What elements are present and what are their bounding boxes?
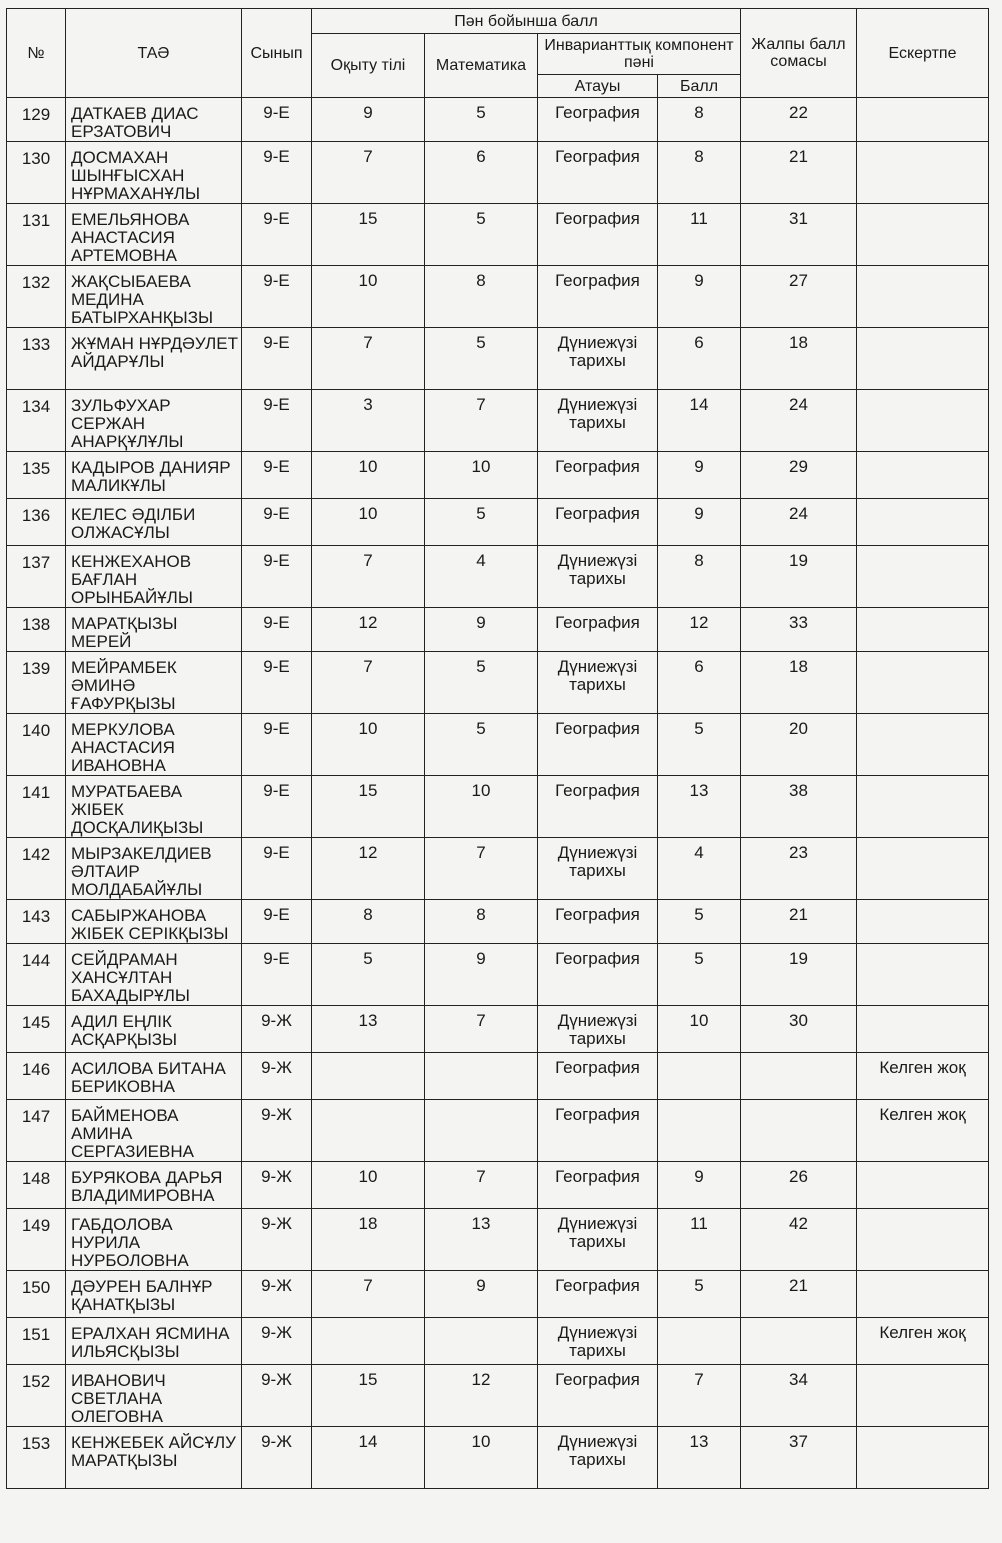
row-subject-score: 5 [658,944,741,1006]
row-class: 9-Ж [242,1365,312,1427]
row-class: 9-Е [242,142,312,204]
row-subject: География [538,499,658,546]
table-row [7,328,989,390]
row-note [857,1427,989,1489]
row-class: 9-Е [242,98,312,142]
row-math-score: 10 [425,776,538,838]
row-subject-score: 6 [658,328,741,390]
row-subject-score: 12 [658,608,741,652]
row-num: 134 [7,390,66,452]
row-subject: Дүниежүзі тарихы [538,1318,658,1365]
header-invariant: Инварианттық компонент пәні [538,34,741,75]
header-total: Жалпы балл сомасы [741,9,857,98]
row-subject: Дүниежүзі тарихы [538,328,658,390]
header-subject-score: Балл [658,75,741,98]
table-row [7,652,989,714]
row-total: 24 [741,499,857,546]
row-class: 9-Е [242,944,312,1006]
row-math-score: 7 [425,390,538,452]
row-total: 27 [741,266,857,328]
row-class: 9-Ж [242,1162,312,1209]
row-class: 9-Ж [242,1318,312,1365]
row-name: САБЫРЖАНОВА ЖІБЕК СЕРІКҚЫЗЫ [66,900,242,944]
row-name: ИВАНОВИЧ СВЕТЛАНА ОЛЕГОВНА [66,1365,242,1427]
row-lang-score: 9 [312,98,425,142]
table-row [7,266,989,328]
row-note [857,608,989,652]
row-class: 9-Е [242,652,312,714]
header-note: Ескертпе [857,9,989,98]
row-name: ДОСМАХАН ШЫНҒЫСХАН НҰРМАХАНҰЛЫ [66,142,242,204]
table-row [7,390,989,452]
row-subject: География [538,608,658,652]
row-subject-score: 6 [658,652,741,714]
row-math-score: 8 [425,900,538,944]
row-lang-score: 7 [312,546,425,608]
row-math-score: 10 [425,1427,538,1489]
row-subject: Дүниежүзі тарихы [538,1006,658,1053]
row-note: Келген жоқ [857,1053,989,1100]
row-note [857,98,989,142]
table-row [7,714,989,776]
row-name: МЫРЗАКЕЛДИЕВ ӘЛТАИР МОЛДАБАЙҰЛЫ [66,838,242,900]
row-note [857,142,989,204]
row-subject-score: 9 [658,499,741,546]
table-row [7,546,989,608]
row-note [857,900,989,944]
table-row [7,944,989,1006]
row-total [741,1318,857,1365]
row-num: 144 [7,944,66,1006]
row-name: МЕРКУЛОВА АНАСТАСИЯ ИВАНОВНА [66,714,242,776]
row-name: БАЙМЕНОВА АМИНА СЕРГАЗИЕВНА [66,1100,242,1162]
row-num: 146 [7,1053,66,1100]
row-name: КАДЫРОВ ДАНИЯР МАЛИКҰЛЫ [66,452,242,499]
table-row [7,776,989,838]
row-note [857,1271,989,1318]
row-note [857,776,989,838]
row-name: ЕМЕЛЬЯНОВА АНАСТАСИЯ АРТЕМОВНА [66,204,242,266]
row-math-score: 9 [425,944,538,1006]
row-class: 9-Е [242,452,312,499]
row-note [857,944,989,1006]
row-note: Келген жоқ [857,1100,989,1162]
row-subject: География [538,1162,658,1209]
row-math-score: 5 [425,328,538,390]
row-name: МЕЙРАМБЕК ӘМИНӘ ҒАФУРҚЫЗЫ [66,652,242,714]
row-name: ДАТКАЕВ ДИАС ЕРЗАТОВИЧ [66,98,242,142]
row-total: 19 [741,944,857,1006]
row-lang-score: 10 [312,266,425,328]
row-math-score [425,1100,538,1162]
row-lang-score: 15 [312,776,425,838]
row-total: 31 [741,204,857,266]
table-row [7,900,989,944]
row-subject: География [538,98,658,142]
row-total: 21 [741,142,857,204]
row-name: КЕНЖЕБЕК АЙСҰЛУ МАРАТҚЫЗЫ [66,1427,242,1489]
row-subject-score: 11 [658,204,741,266]
row-lang-score: 3 [312,390,425,452]
row-num: 132 [7,266,66,328]
header-lang: Оқыту тілі [312,34,425,98]
row-subject: География [538,266,658,328]
row-subject-score [658,1100,741,1162]
row-total: 19 [741,546,857,608]
row-num: 131 [7,204,66,266]
row-class: 9-Е [242,838,312,900]
table-row [7,1318,989,1365]
row-math-score: 4 [425,546,538,608]
row-name: АДИЛ ЕҢЛІК АСҚАРҚЫЗЫ [66,1006,242,1053]
row-class: 9-Е [242,776,312,838]
table-row [7,1209,989,1271]
row-subject-score: 8 [658,98,741,142]
row-class: 9-Е [242,204,312,266]
row-lang-score: 18 [312,1209,425,1271]
row-total [741,1053,857,1100]
row-total: 21 [741,900,857,944]
table-row [7,1006,989,1053]
row-math-score: 7 [425,1006,538,1053]
row-subject: География [538,1053,658,1100]
row-lang-score [312,1100,425,1162]
row-subject-score: 8 [658,142,741,204]
row-num: 150 [7,1271,66,1318]
row-math-score: 10 [425,452,538,499]
row-num: 139 [7,652,66,714]
row-note [857,1162,989,1209]
row-note [857,499,989,546]
row-lang-score: 5 [312,944,425,1006]
row-lang-score: 7 [312,328,425,390]
row-subject: География [538,776,658,838]
row-num: 133 [7,328,66,390]
row-subject-score: 9 [658,266,741,328]
row-num: 148 [7,1162,66,1209]
row-note [857,1365,989,1427]
row-subject-score: 5 [658,1271,741,1318]
row-num: 137 [7,546,66,608]
row-note: Келген жоқ [857,1318,989,1365]
row-class: 9-Ж [242,1209,312,1271]
row-total: 29 [741,452,857,499]
row-math-score [425,1318,538,1365]
table-row [7,1053,989,1100]
row-lang-score [312,1318,425,1365]
table-row [7,1271,989,1318]
row-num: 149 [7,1209,66,1271]
row-subject: Дүниежүзі тарихы [538,652,658,714]
row-total: 23 [741,838,857,900]
header-subject-group: Пән бойынша балл [312,9,741,34]
row-num: 138 [7,608,66,652]
row-note [857,1006,989,1053]
row-total: 18 [741,328,857,390]
row-lang-score [312,1053,425,1100]
table-row [7,452,989,499]
row-total: 20 [741,714,857,776]
row-lang-score: 7 [312,652,425,714]
row-math-score: 5 [425,652,538,714]
row-class: 9-Е [242,328,312,390]
row-name: БУРЯКОВА ДАРЬЯ ВЛАДИМИРОВНА [66,1162,242,1209]
row-lang-score: 15 [312,204,425,266]
row-name: ДӘУРЕН БАЛНҰР ҚАНАТҚЫЗЫ [66,1271,242,1318]
row-math-score: 12 [425,1365,538,1427]
row-num: 140 [7,714,66,776]
row-subject-score [658,1053,741,1100]
row-name: ЕРАЛХАН ЯСМИНА ИЛЬЯСҚЫЗЫ [66,1318,242,1365]
header-subject-name: Атауы [538,75,658,98]
row-subject-score: 14 [658,390,741,452]
row-name: ЖАҚСЫБАЕВА МЕДИНА БАТЫРХАНҚЫЗЫ [66,266,242,328]
row-class: 9-Ж [242,1427,312,1489]
row-subject-score: 8 [658,546,741,608]
row-subject-score: 10 [658,1006,741,1053]
row-subject: География [538,944,658,1006]
row-subject: География [538,452,658,499]
row-lang-score: 13 [312,1006,425,1053]
row-num: 151 [7,1318,66,1365]
row-num: 141 [7,776,66,838]
row-class: 9-Ж [242,1006,312,1053]
row-subject-score: 13 [658,776,741,838]
row-lang-score: 12 [312,838,425,900]
row-num: 135 [7,452,66,499]
row-subject: География [538,900,658,944]
row-math-score: 5 [425,499,538,546]
row-name: АСИЛОВА БИТАНА БЕРИКОВНА [66,1053,242,1100]
row-note [857,390,989,452]
row-name: МАРАТҚЫЗЫ МЕРЕЙ [66,608,242,652]
row-subject: Дүниежүзі тарихы [538,838,658,900]
row-math-score: 6 [425,142,538,204]
row-math-score: 7 [425,1162,538,1209]
row-math-score: 9 [425,1271,538,1318]
row-lang-score: 7 [312,142,425,204]
table-row [7,838,989,900]
row-name: КЕНЖЕХАНОВ БАҒЛАН ОРЫНБАЙҰЛЫ [66,546,242,608]
row-lang-score: 10 [312,714,425,776]
row-note [857,328,989,390]
row-class: 9-Ж [242,1100,312,1162]
row-class: 9-Е [242,390,312,452]
row-class: 9-Е [242,900,312,944]
row-subject-score: 13 [658,1427,741,1489]
row-math-score: 5 [425,714,538,776]
row-subject-score: 9 [658,1162,741,1209]
row-subject: Дүниежүзі тарихы [538,1427,658,1489]
row-class: 9-Ж [242,1053,312,1100]
table-row [7,1100,989,1162]
row-total: 21 [741,1271,857,1318]
row-num: 145 [7,1006,66,1053]
results-table [6,8,989,1489]
row-num: 130 [7,142,66,204]
row-class: 9-Е [242,499,312,546]
table-row [7,1365,989,1427]
row-note [857,1209,989,1271]
row-class: 9-Е [242,608,312,652]
row-subject-score [658,1318,741,1365]
row-lang-score: 14 [312,1427,425,1489]
row-subject-score: 11 [658,1209,741,1271]
row-note [857,838,989,900]
row-subject: Дүниежүзі тарихы [538,390,658,452]
row-subject: География [538,142,658,204]
table-row [7,142,989,204]
row-note [857,266,989,328]
row-total: 18 [741,652,857,714]
row-math-score: 9 [425,608,538,652]
row-name: ЗУЛЬФУХАР СЕРЖАН АНАРҚҰЛҰЛЫ [66,390,242,452]
row-note [857,452,989,499]
row-subject: Дүниежүзі тарихы [538,1209,658,1271]
row-lang-score: 8 [312,900,425,944]
row-total: 37 [741,1427,857,1489]
row-num: 153 [7,1427,66,1489]
row-class: 9-Е [242,266,312,328]
row-lang-score: 10 [312,499,425,546]
row-note [857,714,989,776]
table-row [7,98,989,142]
row-num: 136 [7,499,66,546]
row-subject-score: 9 [658,452,741,499]
row-class: 9-Е [242,714,312,776]
results-sheet [6,8,988,1489]
row-subject: География [538,1271,658,1318]
row-total: 42 [741,1209,857,1271]
row-math-score: 7 [425,838,538,900]
row-subject: География [538,1365,658,1427]
row-name: ГАБДОЛОВА НУРИЛА НУРБОЛОВНА [66,1209,242,1271]
row-total: 24 [741,390,857,452]
row-class: 9-Ж [242,1271,312,1318]
row-note [857,204,989,266]
row-num: 147 [7,1100,66,1162]
row-subject: География [538,1100,658,1162]
row-math-score: 5 [425,98,538,142]
row-lang-score: 7 [312,1271,425,1318]
row-lang-score: 10 [312,452,425,499]
header-math: Математика [425,34,538,98]
header-name: ТАӘ [66,9,242,98]
row-total: 26 [741,1162,857,1209]
row-subject: Дүниежүзі тарихы [538,546,658,608]
row-num: 142 [7,838,66,900]
row-total: 33 [741,608,857,652]
row-subject-score: 5 [658,714,741,776]
row-name: ЖҰМАН НҰРДӘУЛЕТ АЙДАРҰЛЫ [66,328,242,390]
row-subject: География [538,714,658,776]
row-math-score: 13 [425,1209,538,1271]
table-row [7,608,989,652]
row-name: КЕЛЕС ӘДІЛБИ ОЛЖАСҰЛЫ [66,499,242,546]
table-row [7,1162,989,1209]
row-subject-score: 7 [658,1365,741,1427]
row-lang-score: 15 [312,1365,425,1427]
table-body [7,98,989,1489]
row-lang-score: 10 [312,1162,425,1209]
row-total [741,1100,857,1162]
table-row [7,204,989,266]
row-math-score: 8 [425,266,538,328]
row-total: 22 [741,98,857,142]
row-math-score [425,1053,538,1100]
row-num: 152 [7,1365,66,1427]
row-note [857,546,989,608]
row-class: 9-Е [242,546,312,608]
table-row [7,499,989,546]
row-subject-score: 4 [658,838,741,900]
row-total: 34 [741,1365,857,1427]
row-num: 129 [7,98,66,142]
row-num: 143 [7,900,66,944]
row-subject-score: 5 [658,900,741,944]
header-num: № [7,9,66,98]
row-total: 38 [741,776,857,838]
row-note [857,652,989,714]
row-name: МУРАТБАЕВА ЖІБЕК ДОСҚАЛИҚЫЗЫ [66,776,242,838]
row-math-score: 5 [425,204,538,266]
row-name: СЕЙДРАМАН ХАНСҰЛТАН БАХАДЫРҰЛЫ [66,944,242,1006]
table-row [7,1427,989,1489]
row-total: 30 [741,1006,857,1053]
header-class: Сынып [242,9,312,98]
row-lang-score: 12 [312,608,425,652]
row-subject: География [538,204,658,266]
